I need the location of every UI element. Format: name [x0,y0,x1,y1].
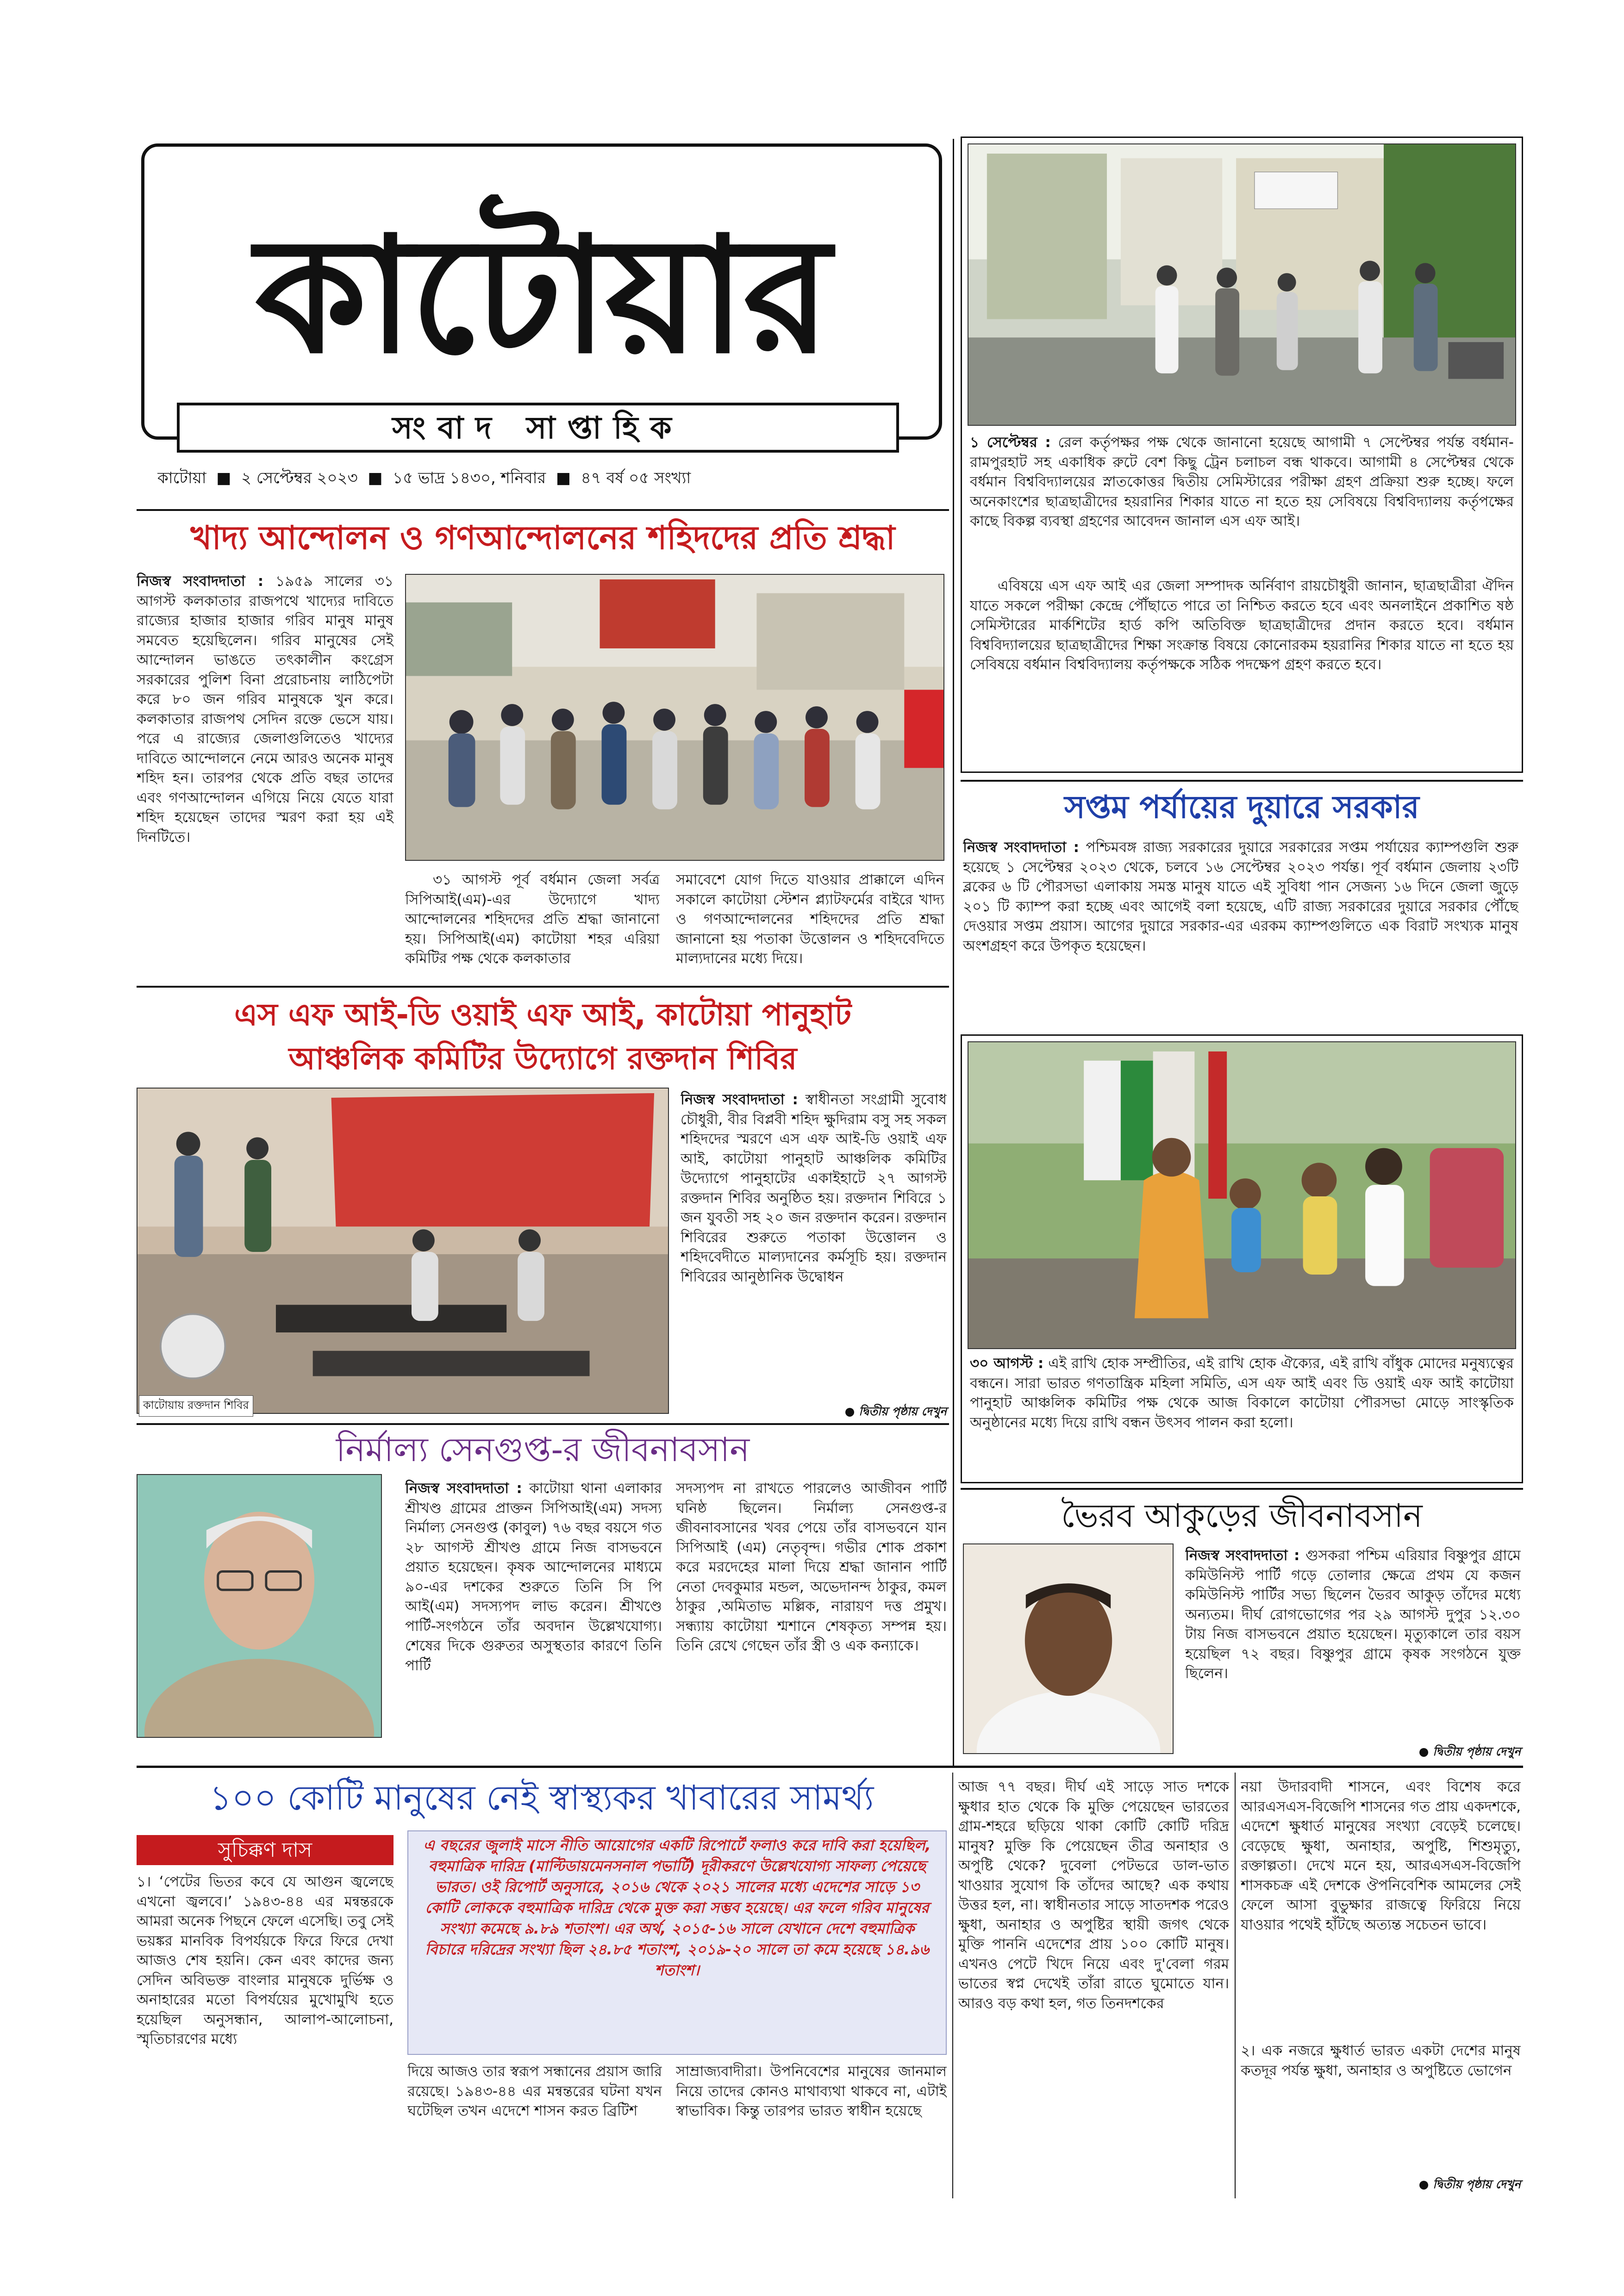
story7-col3 [676,2062,947,2196]
story-body: গুসকরা পশ্চিম এরিয়ার বিষ্ণুপুর গ্রামে কমিউনিস্ট পার্টি গড়ে তোলার ক্ষেত্রে প্রথম যে কজন কমিউনিস্ট পার্টির সভ্য ছিলেন ভৈরব আকুড় তাঁদের মধ্যে অন্যতম। দীর্ঘ রোগভোগের পর ২৯ আগস্ট দুপুর ১২.৩০ টায় নিজ বাসভবনে প্রয়াত হয়েছেন। মৃত্যুকালে তার বয়স হয়েছিল ৭২ বছর। বিষ্ণুপুর গ্রামে কৃষক সংগঠনে যুক্ত ছিলেন। [1185,1547,1521,1682]
story7-col1 [137,1872,394,2196]
rakhi-photo [968,1041,1516,1349]
story-body: স্বাধীনতা সংগ্রামী সুবোধ চৌধুরী, বীর বিপ্লবী শহিদ ক্ষুদিরাম বসু সহ সকল শহিদদের স্মরণে এস এফ আই-ডি ওয়াই এফ আই, কাটোয়া পানুহাট আঞ্চলিক কমিটির উদ্যোগে পানুহাটের একাইহাটে ২৭ আগস্ট রক্তদান শিবির অনুষ্ঠিত হয়। রক্তদান শিবিরে ১ জন যুবতী সহ ২০ জন রক্তদান করেন। রক্তদান শিবিরের শুরুতে পতাকা উত্তোলন ও শহিদবেদীতে মাল্যদানের কর্মসূচি হয়। রক্তদান শিবিরের আনুষ্ঠানিক উদ্বোধন [681,1091,947,1285]
story-body: ১৯৫৯ সালের ৩১ আগস্ট কলকাতার রাজপথে খাদ্যের দাবিতে রাজ্যের হাজার হাজার গরিব মানুষ মানুষ সমবেত হয়েছিলেন। গরিব মানুষের সেই আন্দোলন ভাঙতে তৎকালীন কংগ্রেস সরকারের পুলিশ বিনা প্ররোচনায় লাঠিপেটা করে ৮০ জন গরিব মানুষকে খুন করে। কলকাতার রাজপথ সেদিন রক্তে ভেসে যায়। পরে এ রাজ্যের জেলাগুলিতেও খাদ্যের দাবিতে আন্দোলনে নেমে আরও অনেক মানুষ শহিদ হন। তারপর থেকে প্রতি বছর তাদের এবং গণআন্দোলন এগিয়ে নিয়ে যেতে যারা শহিদ হয়েছেন তাদের স্মরণ করা হয় এই দিনটিতে। [137,573,394,846]
divider [137,986,949,988]
story-body: ২। এক নজরে ক্ষুধার্ত ভারত একটা দেশের মানুষ কতদূর পর্যন্ত ক্ষুধা, অনাহার ও অপুষ্টিতে ভোগেন [1241,2042,1521,2079]
story1-col3 [676,870,944,977]
story3-headline-line2: আঞ্চলিক কমিটির উদ্যোগে রক্তদান শিবির [288,1041,797,1076]
story1-headline: খাদ্য আন্দোলন ও গণআন্দোলনের শহিদদের প্রতি শ্রদ্ধা [190,519,895,557]
dateline-separator: ■ [368,469,383,487]
story7-col5b [1241,2041,1521,2173]
story-lead: ৩০ আগস্ট : [970,1355,1044,1372]
continued-link[interactable]: ● দ্বিতীয় পৃষ্ঠায় দেখুন [844,1405,947,1418]
divider [961,780,1523,782]
story-lead: নিজস্ব সংবাদদাতা : [137,573,264,590]
story-body: ৩১ আগস্ট পূর্ব বর্ধমান জেলা সর্বত্র সিপিআই(এম)-এর উদ্যোগে খাদ্য আন্দোলনের শহিদদের প্রতি শ্রদ্ধা জানানো হয়। সিপিআই(এম) কাটোয়া শহর এরিয়া কমিটির পক্ষ থেকে কলকাতার [405,871,660,967]
column-divider [952,1773,953,2198]
exam-office-photo [968,143,1516,426]
story-lead: নিজস্ব সংবাদদাতা : [405,1480,522,1497]
divider [137,1423,949,1425]
masthead-subtitle: সংবাদ সাপ্তাহিক [392,410,684,446]
story2-text [963,838,1518,1027]
story-body: এই রাখি হোক সম্প্রীতির, এই রাখি হোক ঐক্যের, এই রাখি বাঁধুক মোদের মনুষ্যত্বের বন্ধনে। সারা ভারত গণতান্ত্রিক মহিলা সমিতি, এস এফ আই এবং ডি ওয়াই এফ আই কাটোয়া পানুহাট আঞ্চলিক কমিটির পক্ষ থেকে আজ বিকালে কাটোয়া পৌরসভা মোড়ে সাংস্কৃতিক অনুষ্ঠানের মধ্যে দিয়ে রাখি বন্ধন উৎসব পালন করা হলো। [970,1355,1514,1431]
story-body: পশ্চিমবঙ্গ রাজ্য সরকারের দুয়ারে সরকারের সপ্তম পর্যায়ের ক্যাম্পগুলি শুরু হয়েছে ১ সেপ্টেম্বর ২০২৩ থেকে, চলবে ১৬ সেপ্টেম্বর ২০২৩ পর্যন্ত। পূর্ব বর্ধমান জেলায় ২৩টি ব্লকের ৬ টি পৌরসভা এলাকায় সমস্ত মানুষ যাতে এই সুবিধা পান সেজন্য ১৬ দিনে জেলা জুড়ে ২০১ টি ক্যাম্প করা হচ্ছে এবং আগেই বলা হয়েছে, এটি রাজ্য সরকারের দুয়ারে সরকার পৌঁছে দেওয়ার সপ্তম প্রয়াস। আগের দুয়ারে সরকার-এর এরকম ক্যাম্পগুলিতে এক বিরাট সংখ্যক মানুষ অংশগ্রহণ করে উপকৃত হয়েছেন। [963,839,1518,954]
story-lead: নিজস্ব সংবাদদাতা : [681,1091,798,1108]
story5-col1 [405,1479,662,1733]
story-body: এবিষয়ে এস এফ আই এর জেলা সম্পাদক অর্নিবাণ রায়চৌধুরী জানান, ছাত্রছাত্রীরা ঐদিন যাতে সকলে পরীক্ষা কেন্দ্রে পৌঁছাতে পারে তা নিশ্চিত করতে হবে এবং অনলাইনে প্রকাশিত ষষ্ঠ সেমিস্টারের মার্কশিটের হার্ড কপি অতিবিক্ত ছাত্রছাত্রীদের প্রদান করতে হবে। বর্ধমান বিশ্ববিদ্যালয়ের ছাত্রছাত্রীদের শিক্ষা সংক্রান্ত বিষয়ে কোনোরকম হয়রানির শিকার যাতে না হতে হয় সেবিষয়ে বর্ধমান বিশ্ববিদ্যালয় কর্তৃপক্ষকে সঠিক পদক্ষেপ গ্রহণ করতে হবে। [970,578,1514,673]
top-right-story-text-2 [970,576,1514,766]
dateline-separator: ■ [556,469,571,487]
story1-col2 [405,870,660,977]
photo-caption: কাটোয়ায় রক্তদান শিবির [139,1395,253,1417]
story7-col2 [407,2062,662,2196]
story-lead: নিজস্ব সংবাদদাতা : [963,839,1079,856]
masthead-title: কাটোয়ার [255,203,828,389]
author-name: সুচিক্কণ দাস [218,1838,312,1862]
story-body: আজ ৭৭ বছর। দীর্ঘ এই সাড়ে সাত দশকে ক্ষুধার হাত থেকে কি মুক্তি পেয়েছেন ভারতের গ্রাম-শহরে ছড়িয়ে থাকা কোটি কোটি দরিদ্র মানুষ? মুক্তি কি পেয়েছেন তীব্র অনাহার ও অপুষ্টি থেকে? দুবেলা পেটভরে ডাল-ভাত খাওয়ার সুযোগ কি তাঁদের আছে? এক কথায় উত্তর হল, না। স্বাধীনতার সাড়ে সাতদশক পরেও ক্ষুধা, অনাহার ও অপুষ্টির স্থায়ী জগৎ থেকে মুক্তি পাননি এদেশের প্রায় ১০০ কোটি মানুষ। এখনও পেটে খিদে নিয়ে এবং দু'বেলা গরম ভাতের স্বপ্ন দেখেই তাঁরা রাতে ঘুমোতে যান। আরও বড় কথা হল, গত তিনদশকের [958,1779,1229,2012]
story-body: রেল কর্তৃপক্ষর পক্ষ থেকে জানানো হয়েছে আগামী ৭ সেপ্টেম্বর পর্যন্ত বর্ধমান-রামপুরহাট সহ একাধিক রুটে বেশ কিছু ট্রেন চলাচল বন্ধ থাকবে। আগামী ৪ সেপ্টেম্বর থেকে বর্ধমান বিশ্ববিদ্যালয়ের স্নাতকোত্তর দ্বিতীয় সেমিস্টারের পরীক্ষা গ্রহণ প্রক্রিয়া শুরু হচ্ছে। ফলে অনেকাংশের ছাত্রছাত্রীদের হয়রানির শিকার যাতে না হতে হয় সেবিষয়ে বিশ্ববিদ্যালয় কর্তৃপক্ষের কাছে বিকল্প ব্যবস্থা গ্রহণের আবেদন জানাল এস এফ আই। [970,434,1514,529]
story-body: কাটোয়া থানা এলাকার শ্রীখণ্ড গ্রামের প্রাক্তন সিপিআই(এম) সদস্য নির্মাল্য সেনগুপ্ত (কাবুল) ৭৬ বছর বয়সে গত ২৮ আগস্ট শ্রীখণ্ড গ্রামে নিজ বাসভবনে প্রয়াত হয়েছেন। কৃষক আন্দোলনের মাধ্যমে ৯০-এর দশকের শুরুতে তিনি সি পি আই(এম) সদস্যপদ লাভ করেন। শ্রীখণ্ডে পার্টি-সংগঠনে তাঁর অবদান উল্লেখযোগ্য। শেষের দিকে গুরুতর অসুস্থতার কারণে তিনি পার্টি [405,1480,662,1674]
story-body: সাম্রাজ্যবাদীরা। উপনিবেশের মানুষের জানমাল নিয়ে তাদের কোনও মাথাব্যথা থাকবে না, এটাই স্বাভাবিক। কিন্তু তারপর ভারত স্বাধীন হয়েছে [676,2063,947,2119]
story-body: সদস্যপদ না রাখতে পারলেও আজীবন পার্টি ঘনিষ্ঠ ছিলেন। নির্মাল্য সেনগুপ্ত-র জীবনাবসানের খবর পেয়ে তাঁর বাসভবনে যান সিপিআই (এম) নেতৃবৃন্দ। গভীর শোক প্রকাশ করে মরদেহের মালা দিয়ে শ্রদ্ধা জানান পার্টি নেতা দেবকুমার মন্ডল, অভেদানন্দ ঠাকুর, কমল ঠাকুর ,অমিতাভ মল্লিক, নারায়ণ দত্ত প্রমুখ। সন্ধ্যায় কাটোয়া শ্মশানে শেষকৃত্য সম্পন্ন হয়। তিনি রেখে গেছেন তাঁর স্ত্রী ও এক কন্যাকে। [676,1480,947,1654]
dateline-bengali-date: ১৫ ভাদ্র ১৪৩০, শনিবার [393,469,546,487]
dateline [157,467,935,489]
story-lead: ১ সেপ্টেম্বর : [970,434,1051,451]
callout-text: এ বছরের জুলাই মাসে নীতি আয়োগের একটি রিপোর্টে ফলাও করে দাবি করা হয়েছিল, বহুমাত্রিক দারিদ্র (মাল্টিডায়মেনসনাল পভার্টি) দূরীকরণে উল্লেখযোগ্য সাফল্য পেয়েছে ভারত। ওই রিপোর্ট অনুসারে, ২০১৬ থেকে ২০২১ সালের মধ্যে এদেশের সাড়ে ১৩ কোটি লোককে বহুমাত্রিক দারিদ্র থেকে মুক্ত করা সম্ভব হয়েছে। এর ফলে গরিব মানুষের সংখ্যা কমেছে ৯.৮৯ শতাংশ। এর অর্থ, ২০১৫-১৬ সালে যেখানে দেশে বহুমাত্রিক বিচারে দরিদ্রের সংখ্যা ছিল ২৪.৮৫ শতাংশ, ২০১৯-২০ সালে তা কমে হয়েছে ১৪.৯৬ শতাংশ। [423,1836,931,1979]
story5-headline: নির্মাল্য সেনগুপ্ত-র জীবনাবসান [336,1430,750,1469]
story-body: নয়া উদারবাদী শাসনে, এবং বিশেষ করে আরএসএস-বিজেপি শাসনের গত প্রায় একদশকে, এদেশে ক্ষুধার্ত মানুষের সংখ্যা বেড়েই চলেছে। বেড়েছে ক্ষুধা, অনাহার, অপুষ্টি, শিশুমৃত্যু, রক্তাল্পতা। দেখে মনে হয়, আরএসএস-বিজেপি শাসকচক্র এই দেশকে ঔপনিবেশিক আমলের সেই ফেলে আসা বুভুক্ষার রাজত্বে ফিরিয়ে নিয়ে যাওয়ার পথেই হাঁটছে অত্যন্ত সচেতন ভাবে। [1241,1779,1521,1933]
dateline-date: ২ সেপ্টেম্বর ২০২৩ [241,469,358,487]
story-body: ১। ‘পেটের ভিতর কবে যে আগুন জ্বলেছে এখনো জ্বলবে।’ ১৯৪৩-৪৪ এর মন্বন্তরকে আমরা অনেক পিছনে ফেলে এসেছি। তবু সেই ভয়ঙ্কর মানবিক বিপর্যয়কে ফিরে ফিরে দেখা আজও শেষ হয়নি। কেন এবং কাদের জন্য সেদিন অবিভক্ত বাংলার মানুষকে দুর্ভিক্ষ ও অনাহারের মতো বিপর্যয়ের মুখোমুখি হতে হয়েছিল অনুসন্ধান, আলাপ-আলোচনা, স্মৃতিচারণের মধ্যে [137,1873,394,2047]
story-body: দিয়ে আজও তার স্বরূপ সন্ধানের প্রয়াস জারি রয়েছে। ১৯৪৩-৪৪ এর মন্বন্তরের ঘটনা যখন ঘটেছিল তখন এদেশে শাসন করত ব্রিটিশ [407,2063,662,2119]
story5-col2 [676,1479,947,1733]
divider [137,509,949,511]
story6-headline: ভৈরব আকুড়ের জীবনাবসান [1061,1497,1423,1535]
story7-col4 [958,1777,1229,2196]
blood-donation-photo [137,1088,669,1414]
divider [961,1488,1523,1490]
dateline-separator: ■ [216,469,231,487]
story-lead: নিজস্ব সংবাদদাতা : [1185,1547,1300,1564]
column-divider [953,139,954,1766]
bhairab-portrait [963,1543,1174,1754]
story-body: সমাবেশে যোগ দিতে যাওয়ার প্রাক্কালে এদিন সকালে কাটোয়া স্টেশন প্ল্যাটফর্মের বাইরে খাদ্য ও গণআন্দোলনের শহিদদের প্রতি শ্রদ্ধা জানানো হয় পতাকা উত্তোলন ও শহিদবেদিতে মাল্যদানের মধ্যে দিয়ে। [676,871,944,967]
column-divider [1235,1773,1236,2198]
nirmalya-portrait [137,1474,382,1738]
story6-text [1185,1546,1521,1742]
story3-headline-line1: এস এফ আই-ডি ওয়াই এফ আই, কাটোয়া পানুহাট [234,997,852,1033]
top-right-story-text [970,433,1514,576]
story7-headline: ১০০ কোটি মানুষের নেই স্বাস্থ্যকর খাবারের সামর্থ্য [209,1778,874,1818]
dateline-issue: ৪৭ বর্ষ ০৫ সংখ্যা [581,469,691,487]
story3-text [681,1090,947,1405]
continued-link[interactable]: ● দ্বিতীয় পৃষ্ঠায় দেখুন [1418,1745,1521,1758]
divider [137,1766,1523,1768]
story1-photo [405,574,944,861]
story1-col1 [137,572,394,974]
story4-text [970,1354,1514,1476]
author-badge [137,1835,394,1865]
continued-link[interactable]: ● দ্বিতীয় পৃষ্ঠায় দেখুন [1418,2178,1521,2191]
story2-headline: সপ্তম পর্যায়ের দুয়ারে সরকার [1064,789,1419,826]
story7-col5 [1241,1777,1521,2041]
dateline-place: কাটোয়া [157,469,206,487]
